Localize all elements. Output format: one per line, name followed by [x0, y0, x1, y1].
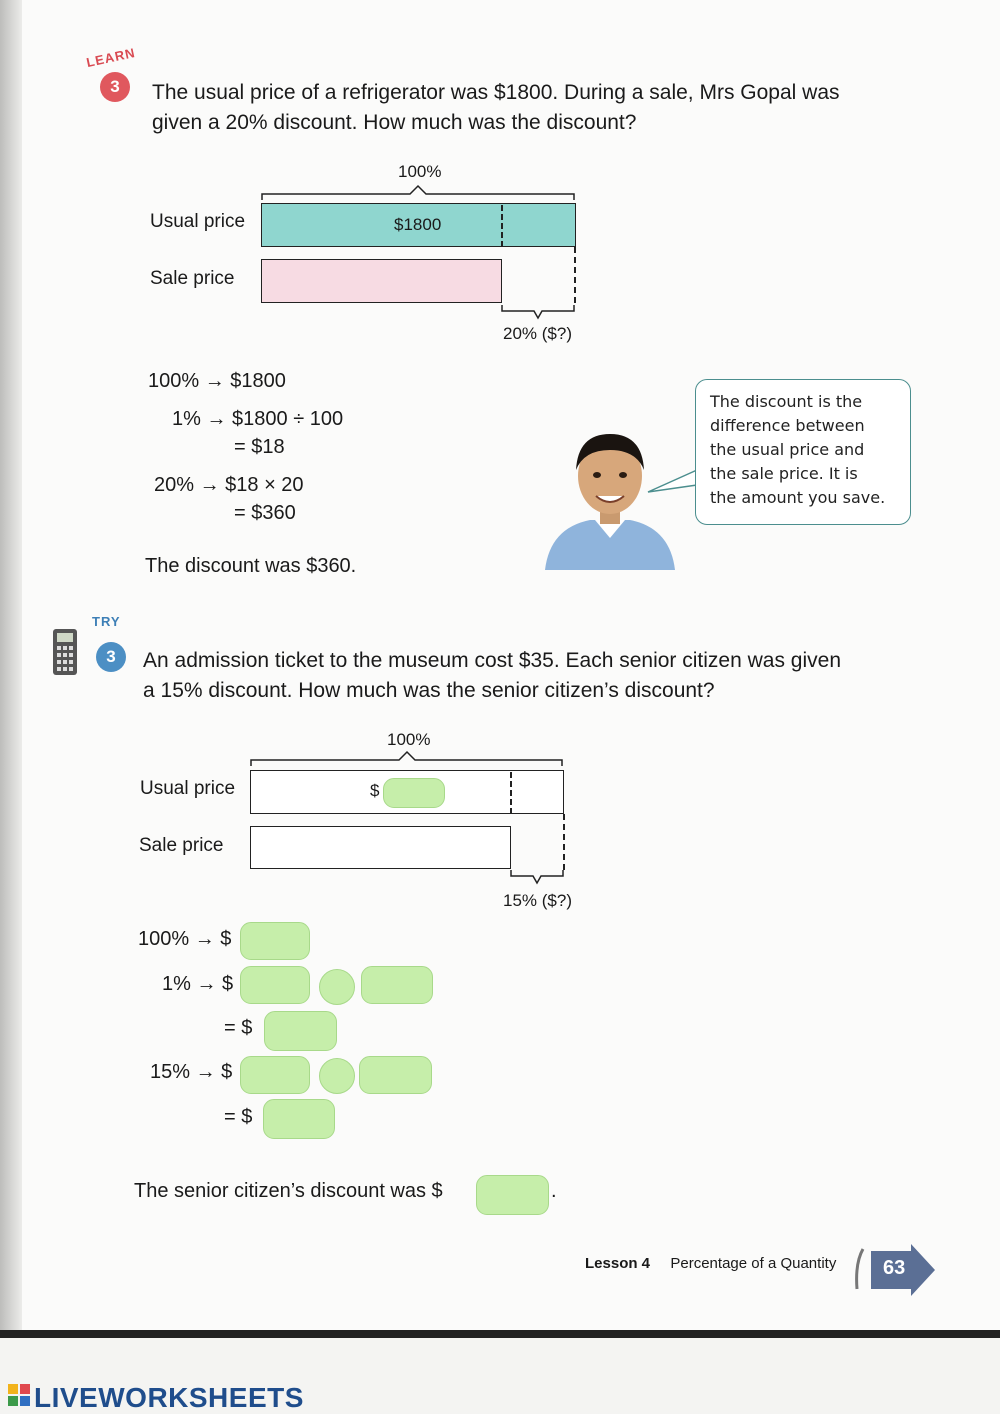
learn-working-line1: 100% → $1800	[148, 370, 286, 392]
try-conclusion-period: .	[551, 1180, 557, 1202]
try-usual-bar-divider	[510, 772, 512, 814]
try-1pct-amount-field[interactable]	[240, 966, 310, 1004]
page-bottom-edge	[0, 1330, 1000, 1338]
try-usual-price-dollar: $	[370, 781, 380, 800]
try-usual-price-answer-field[interactable]	[383, 778, 445, 808]
try-working-row3-label: = $	[224, 1017, 253, 1039]
try-conclusion-text: The senior citizen’s discount was $	[134, 1180, 443, 1202]
try-15pct-multiplier-field[interactable]	[359, 1056, 432, 1094]
try-conclusion	[134, 1180, 443, 1203]
learn-working-line5: = $360	[234, 502, 296, 524]
calculator-icon	[52, 628, 78, 676]
learn-total-brace	[260, 184, 580, 204]
speech-bubble	[695, 379, 911, 525]
liveworksheets-logo-icon	[8, 1384, 30, 1406]
learn-working-line4: 20% → $18 × 20	[154, 474, 304, 496]
try-question-line1: An admission ticket to the museum cost $35. Each senior citizen was given	[143, 649, 842, 672]
try-15pct-operator-field[interactable]	[319, 1058, 355, 1094]
try-1pct-divisor-field[interactable]	[361, 966, 433, 1004]
learn-question	[152, 78, 952, 138]
learn-usual-price-value: $1800	[394, 215, 442, 234]
speech-bubble-tail	[646, 465, 698, 495]
liveworksheets-watermark: LIVEWORKSHEETS	[34, 1382, 304, 1413]
speech-line2: difference between	[710, 416, 865, 435]
learn-working-line2: 1% → $1800 ÷ 100	[172, 408, 344, 430]
try-working-row4-label: 15% → $	[150, 1061, 233, 1083]
learn-discount-brace	[500, 303, 580, 323]
learn-sale-price-bar	[261, 259, 502, 303]
learn-conclusion: The discount was $360.	[145, 555, 357, 577]
learn-discount-dashed-edge	[574, 247, 576, 303]
try-working-row5-label: = $	[224, 1106, 253, 1128]
speech-line4: the sale price. It is	[710, 464, 858, 483]
learn-usual-price-label: Usual price	[150, 211, 246, 232]
speech-line1: The discount is the	[710, 392, 863, 411]
learn-tag: LEARN	[84, 44, 137, 71]
try-1pct-operator-field[interactable]	[319, 969, 355, 1005]
learn-total-label: 100%	[398, 162, 442, 181]
page-number: 63	[883, 1257, 906, 1279]
boy-avatar	[540, 420, 680, 570]
learn-question-line2: given a 20% discount. How much was the discount?	[152, 111, 637, 134]
try-usual-price-label: Usual price	[140, 778, 236, 799]
try-total-brace	[249, 750, 569, 770]
try-working-row2-label: 1% → $	[162, 973, 234, 995]
try-question-line2: a 15% discount. How much was the senior citizen’s discount?	[143, 679, 715, 702]
try-total-label: 100%	[387, 730, 431, 749]
try-tag: TRY	[92, 614, 121, 629]
footer-title: Percentage of a Quantity	[670, 1255, 837, 1272]
try-15pct-amount-field[interactable]	[240, 1056, 310, 1094]
try-working-row1-label: 100% → $	[138, 928, 232, 950]
speech-line3: the usual price and	[710, 440, 865, 459]
learn-sale-price-label: Sale price	[150, 268, 235, 289]
learn-working-line3: = $18	[234, 436, 285, 458]
try-discount-dashed-edge	[563, 814, 565, 870]
try-15pct-result-field[interactable]	[263, 1099, 335, 1139]
try-number-badge: 3	[96, 642, 126, 672]
try-sale-price-bar	[250, 826, 511, 869]
learn-usual-bar-divider	[501, 205, 503, 247]
try-discount-label: 15% ($?)	[503, 891, 572, 910]
footer-lesson: Lesson 4	[585, 1255, 651, 1272]
try-100pct-answer-field[interactable]	[240, 922, 310, 960]
try-sale-price-label: Sale price	[139, 835, 224, 856]
try-question	[143, 646, 943, 706]
learn-question-line1: The usual price of a refrigerator was $1800. During a sale, Mrs Gopal was	[152, 81, 840, 104]
try-discount-brace	[509, 868, 569, 888]
speech-line5: the amount you save.	[710, 488, 886, 507]
page-footer	[585, 1255, 836, 1272]
try-1pct-result-field[interactable]	[264, 1011, 337, 1051]
learn-number-badge: 3	[100, 72, 130, 102]
try-final-answer-field[interactable]	[476, 1175, 549, 1215]
learn-discount-label: 20% ($?)	[503, 324, 572, 343]
book-spine-shadow	[0, 0, 22, 1335]
